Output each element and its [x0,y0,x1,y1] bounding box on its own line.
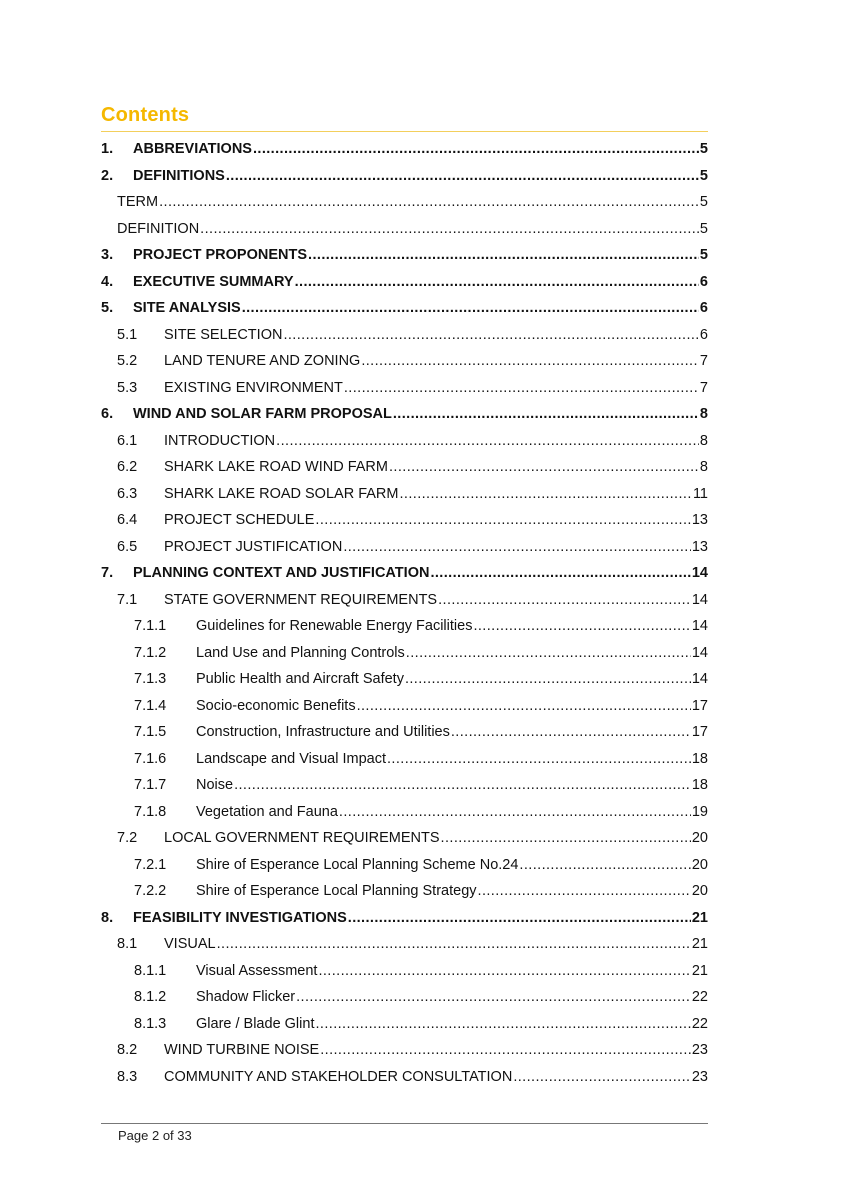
toc-dot-leader [441,830,691,846]
toc-entry-title: FEASIBILITY INVESTIGATIONS [133,909,347,926]
toc-entry-page: 23 [691,1042,708,1059]
toc-dot-leader [226,168,699,184]
toc-entry[interactable] [101,375,708,402]
table-of-contents [101,136,708,1090]
toc-entry-page: 5 [699,220,708,237]
toc-entry[interactable] [101,693,708,720]
toc-entry-number: 7.1.8 [134,803,167,820]
toc-entry-page: 14 [691,618,708,635]
toc-dot-leader [361,353,699,369]
toc-entry-number: 5.2 [117,353,138,370]
toc-entry[interactable] [101,163,708,190]
toc-entry-page: 18 [691,777,708,794]
toc-entry[interactable] [101,189,708,216]
toc-entry-page: 8 [699,459,708,476]
toc-dot-leader [253,141,699,157]
toc-entry-page: 14 [691,644,708,661]
toc-entry-title: PROJECT JUSTIFICATION [164,538,343,555]
toc-dot-leader [315,512,690,528]
toc-entry-page: 22 [691,1015,708,1032]
toc-entry-title: LOCAL GOVERNMENT REQUIREMENTS [164,830,440,847]
toc-entry-title: STATE GOVERNMENT REQUIREMENTS [164,591,438,608]
toc-entry-page: 22 [691,989,708,1006]
toc-entry[interactable] [101,428,708,455]
toc-entry-page: 6 [699,300,708,317]
toc-entry-number: 7.2.2 [134,883,167,900]
toc-entry[interactable] [101,322,708,349]
toc-entry-number: 8.2 [117,1042,138,1059]
toc-entry[interactable] [101,852,708,879]
toc-entry-title: EXISTING ENVIRONMENT [164,379,343,396]
toc-entry-title: DEFINITION [117,220,200,237]
toc-entry-title: Socio-economic Benefits [196,697,356,714]
toc-dot-leader [473,618,690,634]
toc-entry[interactable] [101,1011,708,1038]
toc-entry[interactable] [101,1037,708,1064]
toc-entry-page: 14 [691,565,708,582]
toc-dot-leader [438,592,691,608]
toc-entry-page: 5 [699,247,708,264]
toc-dot-leader [318,963,690,979]
toc-entry-number: 3. [101,247,114,264]
toc-entry[interactable] [101,136,708,163]
toc-entry-number: 6. [101,406,114,423]
toc-entry-number: 7.1.3 [134,671,167,688]
toc-entry-title: WIND AND SOLAR FARM PROPOSAL [133,406,392,423]
toc-entry-title: Shadow Flicker [196,989,296,1006]
toc-entry-number: 6.3 [117,485,138,502]
toc-entry-number: 7.1.2 [134,644,167,661]
toc-entry-number: 7.1.1 [134,618,167,635]
toc-entry[interactable] [101,905,708,932]
toc-entry-number: 5. [101,300,114,317]
toc-entry-page: 14 [691,671,708,688]
toc-entry-number: 6.1 [117,432,138,449]
toc-entry[interactable] [101,613,708,640]
toc-entry-page: 14 [691,591,708,608]
toc-entry[interactable] [101,216,708,243]
toc-entry[interactable] [101,878,708,905]
toc-dot-leader [295,274,699,290]
toc-entry-page: 21 [691,962,708,979]
toc-entry-number: 6.4 [117,512,138,529]
toc-entry-title: Public Health and Aircraft Safety [196,671,404,688]
toc-dot-leader [348,910,691,926]
toc-entry[interactable] [101,746,708,773]
toc-entry[interactable] [101,348,708,375]
toc-entry-number: 8.1.3 [134,1015,167,1032]
toc-entry[interactable] [101,719,708,746]
toc-dot-leader [387,751,691,767]
toc-entry-number: 7.2 [117,830,138,847]
toc-entry-page: 7 [699,353,708,370]
toc-entry-page: 8 [699,432,708,449]
toc-dot-leader [234,777,691,793]
toc-entry-number: 7. [101,565,114,582]
toc-entry-page: 7 [699,379,708,396]
toc-entry-number: 8. [101,909,114,926]
toc-entry-page: 20 [691,856,708,873]
toc-dot-leader [399,486,691,502]
toc-dot-leader [242,300,699,316]
toc-entry-number: 7.1.6 [134,750,167,767]
toc-entry-title: SHARK LAKE ROAD WIND FARM [164,459,388,476]
toc-entry-number: 5.1 [117,326,138,343]
toc-entry-page: 19 [691,803,708,820]
toc-entry-page: 21 [691,936,708,953]
toc-entry[interactable] [101,931,708,958]
toc-entry-number: 7.1.4 [134,697,167,714]
toc-entry-number: 6.2 [117,459,138,476]
toc-dot-leader [217,936,691,952]
toc-entry-title: Noise [196,777,234,794]
toc-entry[interactable] [101,799,708,826]
toc-entry-page: 5 [699,194,708,211]
toc-dot-leader [406,645,691,661]
toc-entry-title: Landscape and Visual Impact [196,750,386,767]
toc-entry-title: DEFINITIONS [133,167,225,184]
toc-entry[interactable] [101,958,708,985]
toc-entry[interactable] [101,269,708,296]
toc-entry-title: LAND TENURE AND ZONING [164,353,361,370]
toc-entry-page: 18 [691,750,708,767]
toc-entry-number: 8.1.1 [134,962,167,979]
toc-entry-title: ABBREVIATIONS [133,141,252,158]
toc-dot-leader [339,804,691,820]
toc-entry-page: 23 [691,1068,708,1085]
toc-entry-page: 6 [699,326,708,343]
toc-dot-leader [389,459,699,475]
toc-entry-page: 20 [691,830,708,847]
toc-entry-title: VISUAL [164,936,216,953]
toc-entry-page: 5 [699,141,708,158]
toc-entry-title: Guidelines for Renewable Energy Facilities [196,618,473,635]
toc-entry-title: Shire of Esperance Local Planning Strategy [196,883,477,900]
toc-dot-leader [159,194,699,210]
toc-entry[interactable] [101,401,708,428]
toc-entry[interactable] [101,984,708,1011]
contents-heading: Contents [101,104,190,126]
toc-entry-title: SITE SELECTION [164,326,283,343]
toc-entry-number: 7.2.1 [134,856,167,873]
toc-entry-title: Land Use and Planning Controls [196,644,405,661]
toc-entry[interactable] [101,454,708,481]
heading-divider [101,131,708,132]
toc-entry-title: PLANNING CONTEXT AND JUSTIFICATION [133,565,430,582]
toc-entry-number: 1. [101,141,114,158]
toc-entry-page: 5 [699,167,708,184]
toc-entry[interactable] [101,295,708,322]
toc-entry[interactable] [101,507,708,534]
toc-dot-leader [405,671,691,687]
toc-dot-leader [430,565,690,581]
toc-dot-leader [276,433,699,449]
toc-dot-leader [200,221,699,237]
toc-entry-page: 17 [691,697,708,714]
toc-dot-leader [296,989,691,1005]
toc-entry-number: 4. [101,273,114,290]
toc-entry-number: 8.1 [117,936,138,953]
toc-entry-title: INTRODUCTION [164,432,276,449]
toc-entry-page: 13 [691,538,708,555]
footer-divider [101,1123,708,1124]
toc-entry[interactable] [101,640,708,667]
toc-entry-number: 8.3 [117,1068,138,1085]
toc-dot-leader [513,1069,691,1085]
toc-entry-number: 7.1.5 [134,724,167,741]
toc-dot-leader [519,857,690,873]
toc-dot-leader [451,724,691,740]
toc-entry-number: 8.1.2 [134,989,167,1006]
toc-dot-leader [283,327,698,343]
toc-entry-title: Shire of Esperance Local Planning Scheme No.24 [196,856,519,873]
toc-entry-page: 21 [691,909,708,926]
toc-entry-number: 2. [101,167,114,184]
toc-entry-number: 7.1 [117,591,138,608]
toc-dot-leader [344,380,699,396]
toc-dot-leader [315,1016,690,1032]
toc-entry-title: EXECUTIVE SUMMARY [133,273,294,290]
toc-entry[interactable] [101,825,708,852]
toc-entry-page: 13 [691,512,708,529]
toc-entry[interactable] [101,1064,708,1091]
toc-entry[interactable] [101,772,708,799]
toc-entry[interactable] [101,481,708,508]
toc-entry-title: SITE ANALYSIS [133,300,241,317]
toc-entry-title: Glare / Blade Glint [196,1015,315,1032]
toc-entry-title: Vegetation and Fauna [196,803,338,820]
toc-dot-leader [357,698,691,714]
toc-entry-page: 8 [699,406,708,423]
toc-entry-number: 5.3 [117,379,138,396]
toc-entry-title: SHARK LAKE ROAD SOLAR FARM [164,485,399,502]
toc-entry-page: 6 [699,273,708,290]
toc-entry-page: 11 [692,485,708,502]
toc-entry-title: COMMUNITY AND STAKEHOLDER CONSULTATION [164,1068,513,1085]
toc-entry-number: 7.1.7 [134,777,167,794]
toc-dot-leader [308,247,699,263]
toc-dot-leader [478,883,691,899]
toc-entry-title: Visual Assessment [196,962,318,979]
toc-dot-leader [393,406,699,422]
toc-entry-page: 20 [691,883,708,900]
toc-entry-page: 17 [691,724,708,741]
toc-dot-leader [343,539,691,555]
toc-dot-leader [320,1042,691,1058]
toc-entry-title: PROJECT PROPONENTS [133,247,308,264]
page-number-footer: Page 2 of 33 [118,1128,192,1143]
toc-entry[interactable] [101,560,708,587]
toc-entry[interactable] [101,534,708,561]
toc-entry[interactable] [101,242,708,269]
toc-entry-title: WIND TURBINE NOISE [164,1042,320,1059]
toc-entry-title: PROJECT SCHEDULE [164,512,315,529]
toc-entry-number: 6.5 [117,538,138,555]
toc-entry-title: Construction, Infrastructure and Utilities [196,724,450,741]
toc-entry[interactable] [101,587,708,614]
toc-entry-title: TERM [117,194,159,211]
toc-entry[interactable] [101,666,708,693]
